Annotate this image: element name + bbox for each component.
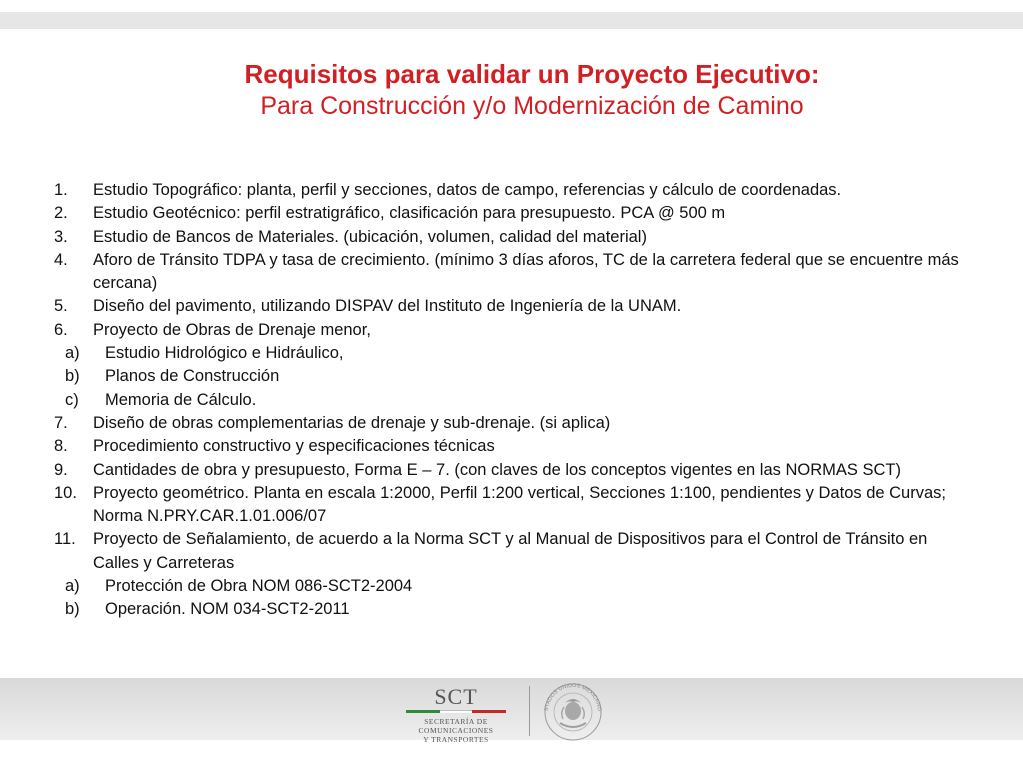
item-number: 1. — [54, 181, 68, 199]
item-text: Proyecto de Obras de Drenaje menor, — [93, 320, 371, 339]
requirement-row — [54, 202, 960, 225]
item-number: 8. — [54, 437, 68, 456]
list-item — [54, 226, 960, 249]
item-text: Estudio Geotécnico: perfil estratigráfico, clasificación para presupuesto. PCA @ 500 m — [93, 204, 726, 223]
sub-list — [54, 342, 960, 412]
item-number: 6. — [54, 320, 68, 339]
requirement-row — [54, 249, 960, 296]
item-text: Diseño de obras complementarias de drenaje y sub-drenaje. (si aplica) — [93, 413, 611, 432]
list-item — [54, 482, 960, 529]
item-text: Proyecto geométrico. Planta en escala 1:2000, Perfil 1:200 vertical, Secciones 1:100, pendientes y Datos de Curvas; Norma N.PRY.CAR.1.01.006/07 — [93, 483, 946, 526]
list-item — [54, 528, 960, 621]
sub-item-letter: a) — [65, 344, 80, 363]
sub-item-text: Protección de Obra NOM 086-SCT2-2004 — [105, 577, 413, 596]
sub-list-item — [54, 598, 960, 621]
item-number: 11. — [54, 530, 76, 549]
item-text: Aforo de Tránsito TDPA y tasa de crecimiento. (mínimo 3 días aforos, TC de la carretera federal que se encuentre más cercana) — [93, 250, 959, 293]
requirement-row — [54, 179, 960, 202]
item-number: 2. — [54, 204, 68, 223]
page-subtitle: Para Construcción y/o Modernización de Camino — [260, 92, 804, 120]
item-number: 3. — [54, 227, 68, 246]
list-item — [54, 179, 960, 202]
item-number: 10. — [54, 483, 77, 502]
title-block — [0, 58, 1023, 122]
requirement-row — [54, 226, 960, 249]
item-text: Procedimiento constructivo y especificaciones técnicas — [93, 437, 495, 456]
sct-caption-1: SECRETARÍA DE — [424, 717, 488, 726]
item-text: Cantidades de obra y presupuesto, Forma E – 7. (con claves de los conceptos vigentes en las NORMAS SCT) — [93, 460, 901, 479]
sct-logo-text: SCT — [434, 684, 478, 709]
list-item — [54, 412, 960, 435]
requirement-row — [54, 482, 960, 529]
sub-list-item — [54, 365, 960, 388]
item-text: Estudio de Bancos de Materiales. (ubicación, volumen, calidad del material) — [93, 227, 647, 246]
stripe-red — [472, 710, 506, 713]
sct-caption-2: COMUNICACIONES — [418, 726, 494, 735]
requirement-row — [54, 319, 960, 342]
sct-logo — [398, 685, 514, 747]
sub-item-text: Planos de Construcción — [105, 367, 280, 386]
sct-caption-3: Y TRANSPORTES — [423, 735, 489, 744]
sub-list-item — [54, 342, 960, 365]
requirement-row — [54, 528, 960, 575]
requirement-row — [54, 295, 960, 318]
list-item — [54, 295, 960, 318]
sub-item-letter: c) — [65, 390, 79, 409]
item-number: 4. — [54, 250, 68, 269]
list-item — [54, 202, 960, 225]
item-text: Estudio Topográfico: planta, perfil y secciones, datos de campo, referencias y cálculo de coordenadas. — [93, 181, 842, 199]
list-item — [54, 435, 960, 458]
list-item — [54, 459, 960, 482]
requirement-row — [54, 412, 960, 435]
sub-item-text: Memoria de Cálculo. — [105, 390, 257, 409]
requirement-row — [54, 459, 960, 482]
sub-item-letter: b) — [65, 367, 80, 386]
item-text: Proyecto de Señalamiento, de acuerdo a la Norma SCT y al Manual de Dispositivos para el Control de Tránsito en Calles y Carreteras — [93, 530, 928, 572]
sub-item-text: Estudio Hidrológico e Hidráulico, — [105, 344, 344, 363]
sub-list-item — [54, 575, 960, 598]
sub-item-letter: b) — [65, 600, 80, 619]
item-text: Diseño del pavimento, utilizando DISPAV del Instituto de Ingeniería de la UNAM. — [93, 297, 682, 316]
stripe-white — [440, 710, 472, 713]
page-title: Requisitos para validar un Proyecto Ejecutivo: — [244, 59, 820, 89]
sub-list-item — [54, 389, 960, 412]
flag-stripes — [406, 710, 506, 715]
item-number: 5. — [54, 297, 68, 316]
item-number: 7. — [54, 413, 68, 432]
sub-list — [54, 575, 960, 622]
sub-item-text: Operación. NOM 034-SCT2-2011 — [105, 600, 350, 619]
top-band — [0, 12, 1023, 29]
requirements-list — [54, 179, 960, 622]
sub-item-letter: a) — [65, 577, 80, 596]
list-item — [54, 249, 960, 296]
requirement-row — [54, 435, 960, 458]
svg-text:ESTADOS UNIDOS MEXICANOS: STADOS UNIDOS MEXICANO — [543, 682, 603, 712]
footer-divider — [529, 686, 530, 736]
item-number: 9. — [54, 460, 68, 479]
list-item — [54, 319, 960, 412]
mexico-seal-icon — [538, 681, 608, 743]
stripe-green — [406, 710, 440, 713]
